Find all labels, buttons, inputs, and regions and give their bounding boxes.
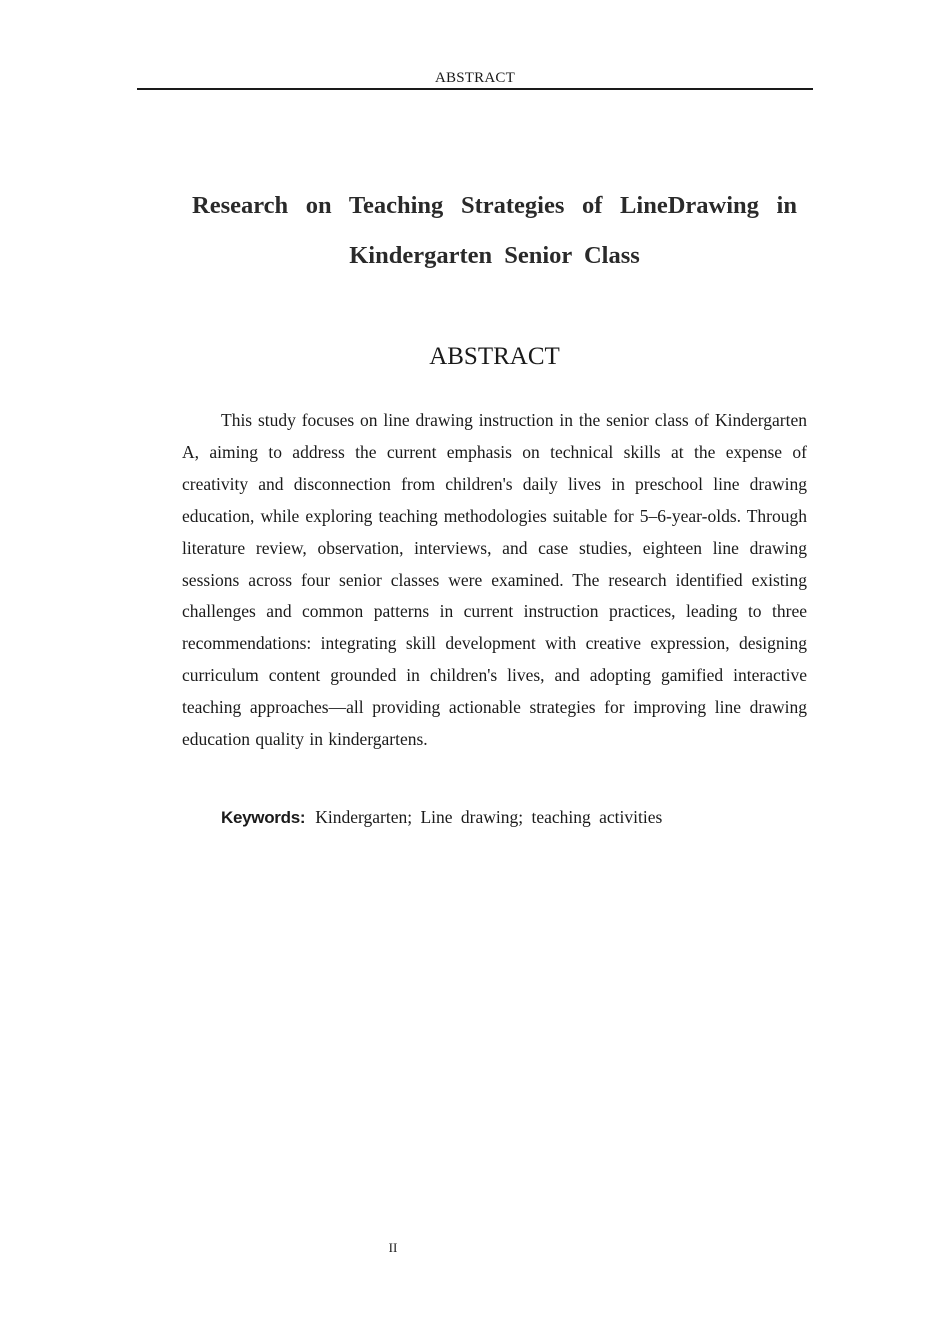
keywords-values: Kindergarten; Line drawing; teaching activities xyxy=(315,807,663,827)
abstract-heading: ABSTRACT xyxy=(429,343,560,370)
abstract-body: This study focuses on line drawing instruction in the senior class of Kindergarten A, aiming to address the current emphasis on technical skills at the expense of creativity and disconnection from children's daily lives in preschool line drawing education, while exploring teaching methodologies suitable for 5–6-year-olds. Through literature review, observation, interviews, and case studies, eighteen line drawing sessions across four senior classes were examined. The research identified existing challenges and common patterns in current instruction practices, leading to three recommendations: integrating skill development with creative expression, designing curriculum content grounded in children's lives, and adopting gamified interactive teaching approaches—all providing actionable strategies for improving line drawing education quality in kindergartens. xyxy=(182,410,807,750)
keywords-line xyxy=(221,802,821,833)
paper-title-line-2: Kindergarten Senior Class xyxy=(349,242,640,269)
header-rule xyxy=(137,88,813,90)
running-header: ABSTRACT xyxy=(435,70,515,86)
paper-title-line-1: Research on Teaching Strategies of LineDrawing in xyxy=(192,192,797,219)
paper-title xyxy=(192,181,797,281)
page-number: II xyxy=(388,1240,398,1255)
keywords-label: Keywords: xyxy=(221,808,306,827)
